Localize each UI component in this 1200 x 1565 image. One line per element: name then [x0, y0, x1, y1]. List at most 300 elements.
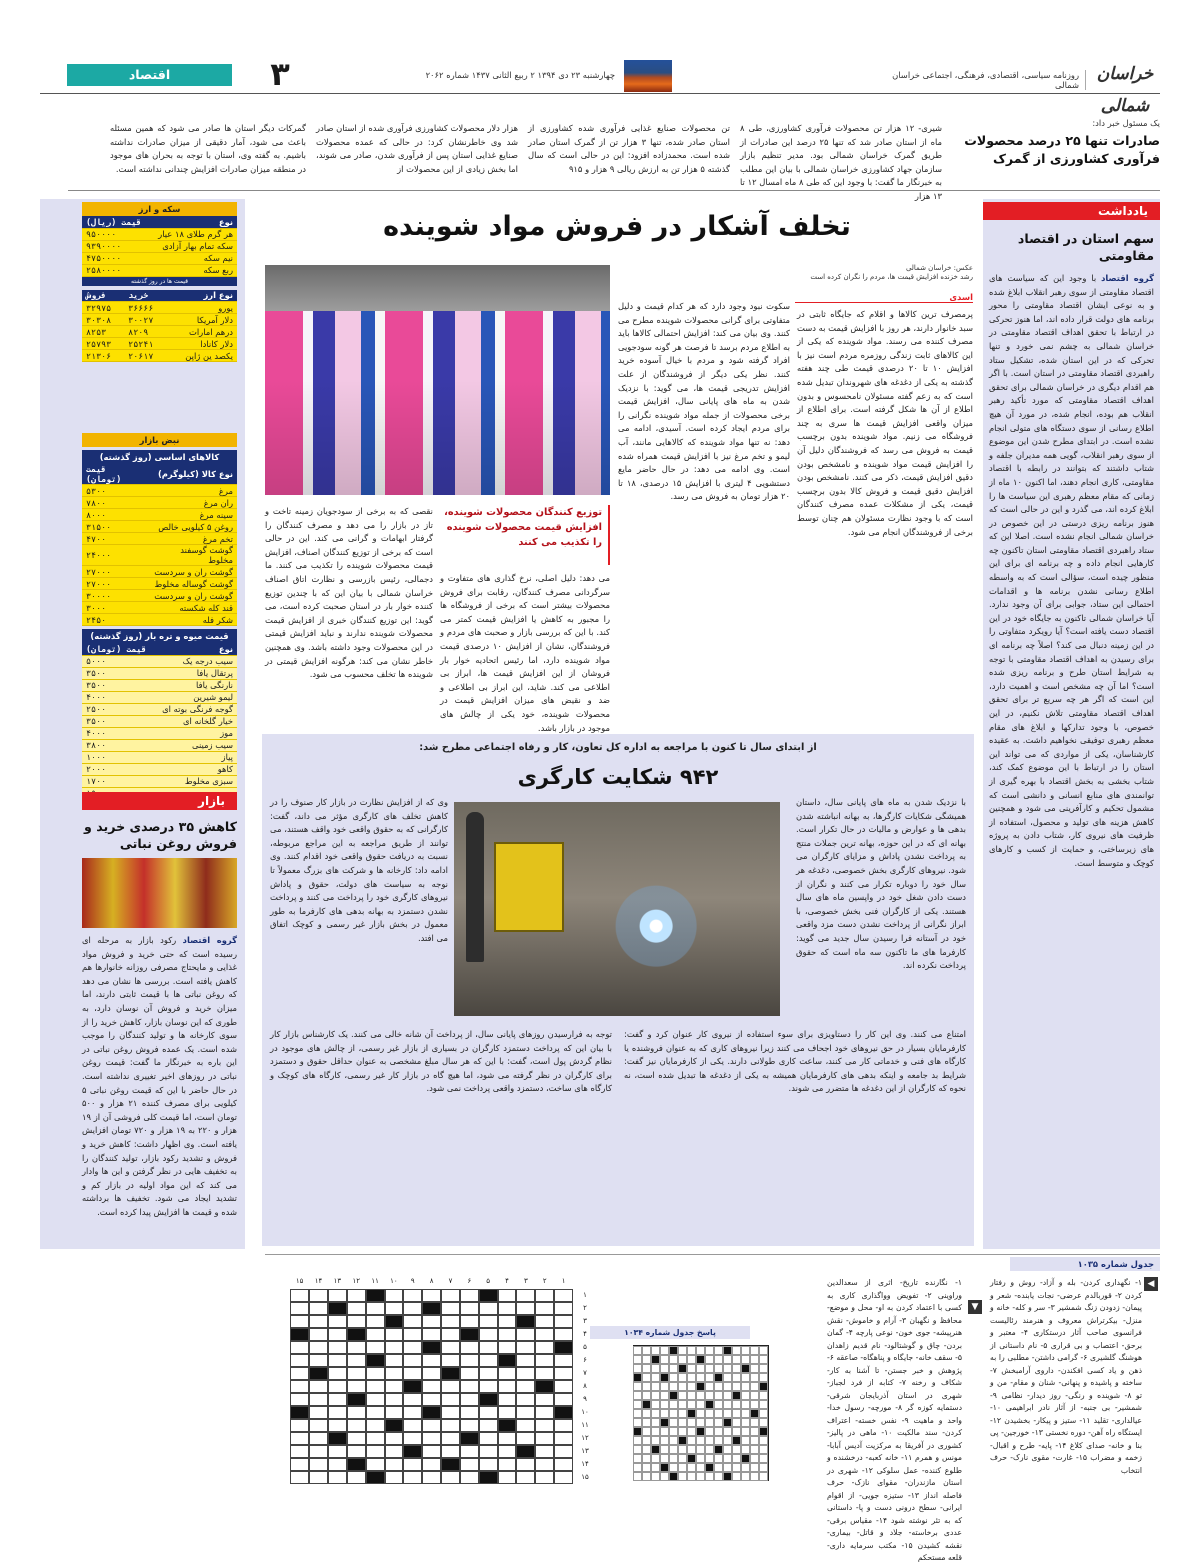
crossword-col-number: ۸: [429, 1277, 434, 1285]
crossword-cell[interactable]: [347, 1458, 366, 1471]
crossword-cell[interactable]: [479, 1380, 498, 1393]
crossword-cell[interactable]: [290, 1432, 309, 1445]
crossword-cell[interactable]: [441, 1419, 460, 1432]
crossword-cell[interactable]: [290, 1302, 309, 1315]
crossword-cell[interactable]: [309, 1406, 328, 1419]
crossword-cell[interactable]: [385, 1341, 404, 1354]
crossword-cell[interactable]: [554, 1354, 573, 1367]
crossword-cell[interactable]: [535, 1445, 554, 1458]
crossword-cell[interactable]: [498, 1354, 517, 1367]
crossword-cell[interactable]: [516, 1341, 535, 1354]
crossword-cell[interactable]: [403, 1432, 422, 1445]
crossword-cell[interactable]: [441, 1432, 460, 1445]
crossword-cell[interactable]: [441, 1354, 460, 1367]
crossword-cell[interactable]: [516, 1354, 535, 1367]
crossword-cell[interactable]: [366, 1315, 385, 1328]
crossword-cell[interactable]: [290, 1445, 309, 1458]
crossword-cell[interactable]: [535, 1471, 554, 1484]
answer-cell: [687, 1472, 696, 1481]
crossword-cell[interactable]: [309, 1432, 328, 1445]
crossword-cell[interactable]: [385, 1393, 404, 1406]
crossword-cell[interactable]: [554, 1302, 573, 1315]
crossword-cell[interactable]: [516, 1328, 535, 1341]
crossword-grid[interactable]: [267, 1277, 593, 1489]
tagline: روزنامه سیاسی، اقتصادی، فرهنگی، اجتماعی خراسان شمالی: [886, 70, 1086, 90]
crossword-cell[interactable]: [403, 1419, 422, 1432]
answer-cell: [669, 1391, 678, 1400]
crossword-cell[interactable]: [385, 1406, 404, 1419]
crossword-cell[interactable]: [347, 1445, 366, 1458]
crossword-cell[interactable]: [535, 1315, 554, 1328]
answer-cell: [687, 1346, 696, 1355]
crossword-cell[interactable]: [498, 1406, 517, 1419]
crossword-cell[interactable]: [328, 1315, 347, 1328]
crossword-cell[interactable]: [479, 1471, 498, 1484]
crossword-cell[interactable]: [441, 1471, 460, 1484]
crossword-cell[interactable]: [403, 1380, 422, 1393]
crossword-cell[interactable]: [554, 1458, 573, 1471]
crossword-cell[interactable]: [403, 1328, 422, 1341]
crossword-cell[interactable]: [479, 1315, 498, 1328]
crossword-cell[interactable]: [309, 1367, 328, 1380]
crossword-cell[interactable]: [366, 1380, 385, 1393]
editorial-byline: گروه اقتصاد: [1101, 273, 1154, 283]
crossword-cell[interactable]: [441, 1380, 460, 1393]
crossword-cell[interactable]: [535, 1419, 554, 1432]
crossword-cell[interactable]: [535, 1458, 554, 1471]
crossword-cell[interactable]: [385, 1354, 404, 1367]
crossword-cell[interactable]: [441, 1302, 460, 1315]
crossword-cell[interactable]: [422, 1458, 441, 1471]
crossword-cell[interactable]: [366, 1419, 385, 1432]
crossword-cell[interactable]: [460, 1302, 479, 1315]
crossword-cell[interactable]: [347, 1289, 366, 1302]
answer-cell: [687, 1418, 696, 1427]
crossword-cell[interactable]: [290, 1471, 309, 1484]
crossword-cell[interactable]: [403, 1445, 422, 1458]
crossword-cell[interactable]: [309, 1471, 328, 1484]
crossword-cell[interactable]: [479, 1458, 498, 1471]
answer-cell: [669, 1382, 678, 1391]
crossword-cell[interactable]: [422, 1380, 441, 1393]
crossword-cell[interactable]: [535, 1302, 554, 1315]
crossword-cell[interactable]: [328, 1406, 347, 1419]
crossword-cell[interactable]: [366, 1367, 385, 1380]
crossword-cell[interactable]: [554, 1328, 573, 1341]
answer-cell: [633, 1391, 642, 1400]
crossword-cell[interactable]: [328, 1289, 347, 1302]
crossword-cell[interactable]: [422, 1341, 441, 1354]
answer-cell: [723, 1346, 732, 1355]
crossword-cell[interactable]: [498, 1289, 517, 1302]
crossword-cell[interactable]: [479, 1341, 498, 1354]
top-story: [68, 118, 1160, 201]
crossword-cell[interactable]: [309, 1380, 328, 1393]
crossword-cell[interactable]: [498, 1315, 517, 1328]
crossword-cell[interactable]: [366, 1406, 385, 1419]
crossword-cell[interactable]: [309, 1419, 328, 1432]
crossword-cell[interactable]: [366, 1445, 385, 1458]
crossword-cell[interactable]: [460, 1315, 479, 1328]
answer-cell: [732, 1454, 741, 1463]
crossword-cell[interactable]: [328, 1354, 347, 1367]
crossword-cell[interactable]: [422, 1328, 441, 1341]
answer-cell: [678, 1346, 687, 1355]
answer-cell: [723, 1427, 732, 1436]
crossword-cell[interactable]: [498, 1302, 517, 1315]
staple-name: سینه مرغ: [150, 509, 237, 521]
crossword-cell[interactable]: [460, 1341, 479, 1354]
answer-cell: [678, 1355, 687, 1364]
crossword-cell[interactable]: [535, 1406, 554, 1419]
crossword-cell[interactable]: [403, 1458, 422, 1471]
crossword-cell[interactable]: [498, 1471, 517, 1484]
crossword-cell[interactable]: [460, 1406, 479, 1419]
crossword-cell[interactable]: [385, 1380, 404, 1393]
crossword-cell[interactable]: [441, 1315, 460, 1328]
fx-header-sell: فروش: [82, 290, 124, 302]
crossword-cell[interactable]: [422, 1406, 441, 1419]
main-col-b: سکوت نبود وجود دارد که هر کدام قیمت و دلیل متفاوتی برای گرانی محصولات شوینده مطرح می کنند. وی بیان می کند: افزایش احتمالی کالاها باید به اطلاع مردم برسد تا فرصت هر گونه سودجویی افراد گرفته شود و مردم با خیال آسوده خرید کنند. نظر یکی دیگر از فروشندگان از علت افزایش تدریجی قیمت ها، می گوید: با نزدیک شدن به ماه های پایانی سال، افزایش قیمت برخی محصولات از جمله مواد شوینده نگرانی را برای مردم ایجاد کرده است. آسیدی، ادامه می دهد: نه تنها مواد شوینده که کالاهایی مانند، آب لیمو و تخم مرغ نیز با افزایش قیمت همراه شده است. وی ادامه می دهد: در حال حاضر مایع دستشویی ۴ لیتری با افزایش ۱۵ درصدی، ۱۸ تا ۲۰ هزار تومان به فروش می رسد.: [618, 301, 791, 502]
crossword-cell[interactable]: [347, 1406, 366, 1419]
oil-bottles-photo: [82, 858, 237, 928]
crossword-cell[interactable]: [479, 1419, 498, 1432]
crossword-cell[interactable]: [385, 1289, 404, 1302]
crossword-cell[interactable]: [554, 1406, 573, 1419]
crossword-cell[interactable]: [366, 1471, 385, 1484]
crossword-cell[interactable]: [290, 1380, 309, 1393]
crossword-cell[interactable]: [347, 1419, 366, 1432]
crossword-cell[interactable]: [422, 1302, 441, 1315]
crossword-cell[interactable]: [441, 1328, 460, 1341]
crossword-cell[interactable]: [309, 1458, 328, 1471]
crossword-cell[interactable]: [290, 1367, 309, 1380]
crossword-cell[interactable]: [403, 1471, 422, 1484]
crossword-cell[interactable]: [309, 1289, 328, 1302]
crossword-cell[interactable]: [460, 1393, 479, 1406]
answer-cell: [696, 1445, 705, 1454]
crossword-cell[interactable]: [290, 1315, 309, 1328]
answer-cell: [669, 1454, 678, 1463]
answer-cell: [651, 1364, 660, 1373]
crossword-cell[interactable]: [422, 1354, 441, 1367]
crossword-cell[interactable]: [516, 1406, 535, 1419]
crossword-cell[interactable]: [498, 1445, 517, 1458]
crossword-row-number: ۳: [583, 1317, 587, 1325]
crossword-cell[interactable]: [422, 1419, 441, 1432]
crossword-cell[interactable]: [385, 1432, 404, 1445]
answer-cell: [678, 1427, 687, 1436]
crossword-cell[interactable]: [403, 1354, 422, 1367]
crossword-cell[interactable]: [516, 1315, 535, 1328]
crossword-cell[interactable]: [403, 1341, 422, 1354]
coin-header-price: قیمت (ریال): [82, 216, 149, 228]
crossword-cell[interactable]: [498, 1341, 517, 1354]
crossword-cell[interactable]: [535, 1367, 554, 1380]
crossword-cell[interactable]: [347, 1354, 366, 1367]
crossword-cell[interactable]: [309, 1393, 328, 1406]
fruit-name: لیمو شیرین: [154, 691, 237, 703]
crossword-cell[interactable]: [366, 1393, 385, 1406]
crossword-cell[interactable]: [328, 1432, 347, 1445]
crossword-cell[interactable]: [535, 1393, 554, 1406]
crossword-col-number: ۱۰: [390, 1277, 398, 1285]
crossword-cell[interactable]: [498, 1380, 517, 1393]
crossword-cell[interactable]: [460, 1419, 479, 1432]
fx-header-type: نوع ارز: [166, 290, 237, 302]
answer-cell: [687, 1355, 696, 1364]
crossword-cell[interactable]: [479, 1367, 498, 1380]
crossword-cell[interactable]: [441, 1393, 460, 1406]
crossword-cell[interactable]: [479, 1432, 498, 1445]
crossword-cell[interactable]: [309, 1354, 328, 1367]
crossword-row-number: ۸: [583, 1382, 587, 1390]
crossword-cell[interactable]: [516, 1432, 535, 1445]
crossword-cell[interactable]: [347, 1471, 366, 1484]
crossword-cell[interactable]: [366, 1341, 385, 1354]
answer-cell: [741, 1427, 750, 1436]
answer-cell: [642, 1445, 651, 1454]
crossword-cell[interactable]: [347, 1341, 366, 1354]
crossword-cell[interactable]: [479, 1289, 498, 1302]
crossword-cell[interactable]: [554, 1289, 573, 1302]
crossword-cell[interactable]: [290, 1458, 309, 1471]
crossword-cell[interactable]: [328, 1458, 347, 1471]
crossword-cell[interactable]: [460, 1458, 479, 1471]
answer-cell: [669, 1436, 678, 1445]
crossword-cell[interactable]: [309, 1315, 328, 1328]
crossword-cell[interactable]: [366, 1458, 385, 1471]
crossword-cell[interactable]: [554, 1380, 573, 1393]
crossword-cell[interactable]: [328, 1341, 347, 1354]
crossword-cell[interactable]: [347, 1432, 366, 1445]
crossword-cell[interactable]: [290, 1354, 309, 1367]
staple-name: گوشت ران و سردست: [150, 566, 237, 578]
crossword-cell[interactable]: [385, 1458, 404, 1471]
crossword-cell[interactable]: [479, 1328, 498, 1341]
crossword-cell[interactable]: [328, 1471, 347, 1484]
top-story-headline: صادرات تنها ۲۵ درصد محصولات فرآوری کشاورزی از گمرک: [964, 133, 1160, 166]
answer-cell: [696, 1472, 705, 1481]
crossword-cell[interactable]: [498, 1367, 517, 1380]
crossword-cell[interactable]: [403, 1315, 422, 1328]
answer-cell: [678, 1472, 687, 1481]
answer-cell: [723, 1418, 732, 1427]
crossword-cell[interactable]: [347, 1328, 366, 1341]
crossword-cell[interactable]: [385, 1445, 404, 1458]
crossword-cell[interactable]: [460, 1471, 479, 1484]
crossword-cell[interactable]: [385, 1367, 404, 1380]
crossword-cell[interactable]: [422, 1289, 441, 1302]
crossword-cell[interactable]: [422, 1367, 441, 1380]
crossword-cell[interactable]: [516, 1458, 535, 1471]
crossword-cell[interactable]: [403, 1302, 422, 1315]
crossword-cell[interactable]: [290, 1419, 309, 1432]
crossword-cell[interactable]: [535, 1380, 554, 1393]
crossword-cell[interactable]: [498, 1458, 517, 1471]
answer-cell: [660, 1463, 669, 1472]
answer-cell: [660, 1382, 669, 1391]
crossword-cell[interactable]: [554, 1341, 573, 1354]
crossword-cell[interactable]: [479, 1406, 498, 1419]
crossword-cell[interactable]: [460, 1367, 479, 1380]
crossword-cell[interactable]: [460, 1289, 479, 1302]
answer-cell: [705, 1454, 714, 1463]
coin-name: سکه تمام بهار آزادی: [149, 240, 237, 252]
crossword-cell[interactable]: [366, 1328, 385, 1341]
crossword-cell[interactable]: [309, 1445, 328, 1458]
crossword-cell[interactable]: [422, 1315, 441, 1328]
crossword-cell[interactable]: [479, 1354, 498, 1367]
crossword-cell[interactable]: [422, 1393, 441, 1406]
crossword-cell[interactable]: [290, 1341, 309, 1354]
crossword-cell[interactable]: [554, 1367, 573, 1380]
crossword-cell[interactable]: [516, 1302, 535, 1315]
crossword-cell[interactable]: [290, 1393, 309, 1406]
crossword-cell[interactable]: [385, 1471, 404, 1484]
crossword-cell[interactable]: [441, 1341, 460, 1354]
answer-cell: [687, 1391, 696, 1400]
crossword-cell[interactable]: [385, 1302, 404, 1315]
crossword-cell[interactable]: [347, 1302, 366, 1315]
detergent-photo: [265, 265, 610, 495]
answer-cell: [741, 1445, 750, 1454]
crossword-cell[interactable]: [347, 1315, 366, 1328]
fx-name: دلار آمریکا: [166, 314, 237, 326]
crossword-cell[interactable]: [422, 1471, 441, 1484]
crossword-cell[interactable]: [535, 1289, 554, 1302]
crossword-cell[interactable]: [498, 1432, 517, 1445]
answer-cell: [660, 1445, 669, 1454]
crossword-cell[interactable]: [498, 1328, 517, 1341]
crossword-cell[interactable]: [328, 1419, 347, 1432]
answer-cell: [732, 1373, 741, 1382]
crossword-cell[interactable]: [290, 1289, 309, 1302]
crossword-cell[interactable]: [516, 1445, 535, 1458]
staple-price: ۲۷۰۰۰: [82, 566, 150, 578]
crossword-cell[interactable]: [479, 1393, 498, 1406]
answer-cell: [714, 1409, 723, 1418]
crossword-cell[interactable]: [441, 1445, 460, 1458]
crossword-cell[interactable]: [309, 1302, 328, 1315]
crossword-cell[interactable]: [309, 1328, 328, 1341]
crossword-cell[interactable]: [385, 1328, 404, 1341]
crossword-cell[interactable]: [328, 1393, 347, 1406]
answer-cell: [687, 1400, 696, 1409]
crossword-cell[interactable]: [498, 1393, 517, 1406]
crossword-cell[interactable]: [554, 1445, 573, 1458]
welding-machine: [494, 842, 564, 932]
crossword-cell[interactable]: [554, 1471, 573, 1484]
crossword-cell[interactable]: [403, 1367, 422, 1380]
crossword-section: [265, 1254, 1160, 1562]
answer-cell: [705, 1409, 714, 1418]
crossword-cell[interactable]: [422, 1445, 441, 1458]
crossword-cell[interactable]: [441, 1367, 460, 1380]
answer-cell: [687, 1382, 696, 1391]
crossword-cell[interactable]: [403, 1406, 422, 1419]
crossword-cell[interactable]: [460, 1354, 479, 1367]
crossword-cell[interactable]: [516, 1289, 535, 1302]
crossword-cell[interactable]: [385, 1315, 404, 1328]
arrow-down-icon: ▼: [968, 1300, 982, 1314]
crossword-cell[interactable]: [403, 1289, 422, 1302]
answer-cell: [678, 1400, 687, 1409]
answer-cell: [651, 1346, 660, 1355]
crossword-cell[interactable]: [460, 1445, 479, 1458]
crossword-cell[interactable]: [366, 1289, 385, 1302]
crossword-cell[interactable]: [460, 1328, 479, 1341]
crossword-cell[interactable]: [290, 1328, 309, 1341]
crossword-cell[interactable]: [309, 1341, 328, 1354]
crossword-cell[interactable]: [479, 1302, 498, 1315]
answer-cell: [705, 1355, 714, 1364]
crossword-cell[interactable]: [422, 1432, 441, 1445]
crossword-cell[interactable]: [460, 1432, 479, 1445]
crossword-cell[interactable]: [516, 1380, 535, 1393]
crossword-cell[interactable]: [366, 1432, 385, 1445]
answer-cell: [714, 1445, 723, 1454]
arrow-icon: ◀: [1144, 1277, 1158, 1291]
answer-cell: [741, 1418, 750, 1427]
crossword-cell[interactable]: [328, 1380, 347, 1393]
crossword-cell[interactable]: [498, 1419, 517, 1432]
crossword-cell[interactable]: [290, 1406, 309, 1419]
answer-cell: [651, 1445, 660, 1454]
crossword-row-number: ۹: [583, 1395, 587, 1403]
crossword-cell[interactable]: [554, 1432, 573, 1445]
crossword-cell[interactable]: [441, 1406, 460, 1419]
crossword-cell[interactable]: [554, 1393, 573, 1406]
crossword-cell[interactable]: [535, 1432, 554, 1445]
crossword-cell[interactable]: [479, 1445, 498, 1458]
crossword-cell[interactable]: [554, 1315, 573, 1328]
crossword-cell[interactable]: [328, 1302, 347, 1315]
crossword-cell[interactable]: [554, 1419, 573, 1432]
crossword-cell[interactable]: [347, 1393, 366, 1406]
staple-name: گوشت ران و سردست: [150, 590, 237, 602]
answer-cell: [696, 1355, 705, 1364]
crossword-cell[interactable]: [516, 1419, 535, 1432]
answer-cell: [633, 1454, 642, 1463]
crossword-cell[interactable]: [347, 1380, 366, 1393]
answer-cell: [741, 1364, 750, 1373]
crossword-cell[interactable]: [516, 1393, 535, 1406]
crossword-cell[interactable]: [366, 1302, 385, 1315]
crossword-cell[interactable]: [366, 1354, 385, 1367]
bazaar-story-byline: گروه اقتصاد: [182, 935, 237, 945]
bazaar-story-body: [82, 934, 237, 1234]
crossword-cell[interactable]: [328, 1328, 347, 1341]
coin-price: ۹۳۹۰۰۰۰: [82, 240, 149, 252]
crossword-cell[interactable]: [460, 1380, 479, 1393]
crossword-cell[interactable]: [441, 1289, 460, 1302]
answer-cell: [678, 1463, 687, 1472]
crossword-cell[interactable]: [535, 1354, 554, 1367]
crossword-cell[interactable]: [328, 1367, 347, 1380]
crossword-cell[interactable]: [328, 1445, 347, 1458]
crossword-cell[interactable]: [347, 1367, 366, 1380]
crossword-cell[interactable]: [403, 1393, 422, 1406]
crossword-cell[interactable]: [441, 1458, 460, 1471]
crossword-cell[interactable]: [535, 1341, 554, 1354]
crossword-cell[interactable]: [385, 1419, 404, 1432]
crossword-cell[interactable]: [516, 1471, 535, 1484]
answer-cell: [759, 1382, 768, 1391]
crossword-cell[interactable]: [516, 1367, 535, 1380]
crossword-cell[interactable]: [535, 1328, 554, 1341]
answer-cell: [642, 1427, 651, 1436]
